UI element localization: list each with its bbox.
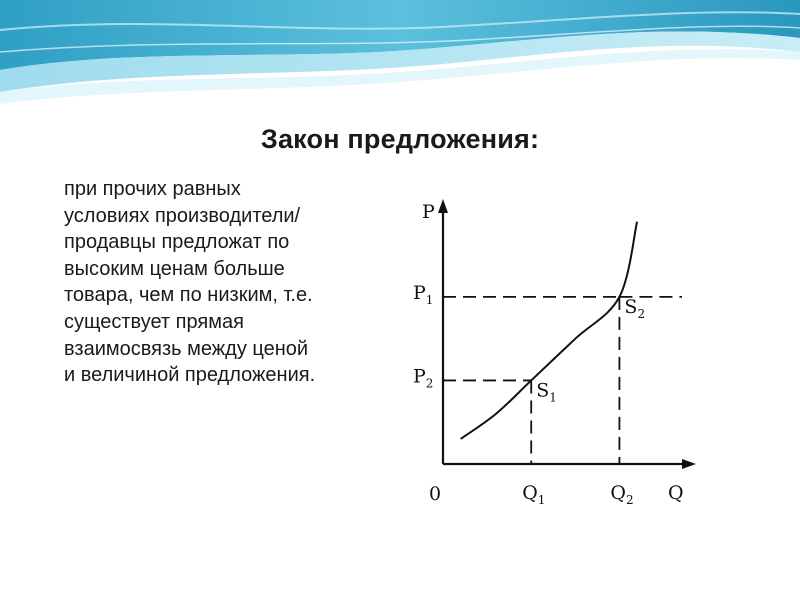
supply-curve [461, 222, 637, 439]
y-tick-label-2: $P_2$ [413, 365, 434, 391]
supply-chart [410, 187, 707, 525]
point-label-S2: $S_2$ [624, 295, 646, 321]
x-tick-label-1: $Q_1$ [522, 482, 546, 507]
x-tick-label-2: $Q_2$ [610, 482, 634, 507]
x-axis-label: Q [668, 482, 684, 504]
header-waves-decoration [0, 0, 800, 110]
body-text: при прочих равных условиях производители/ продавцы предложат по высоким ценам больше товара, чем по низким, т.е. существует прямая взаимосвязь между ценой и величиной предложения. [64, 178, 316, 387]
y-tick-label-1: $P_1$ [413, 281, 434, 307]
origin-label: 0 [429, 483, 442, 505]
point-label-S1: $S_1$ [536, 379, 557, 405]
slide-title: Закон предложения: [260, 124, 540, 154]
y-axis-arrow [438, 199, 448, 213]
supply-chart-svg [410, 187, 707, 525]
y-axis-label: P [422, 201, 435, 223]
x-axis-arrow [682, 459, 696, 469]
